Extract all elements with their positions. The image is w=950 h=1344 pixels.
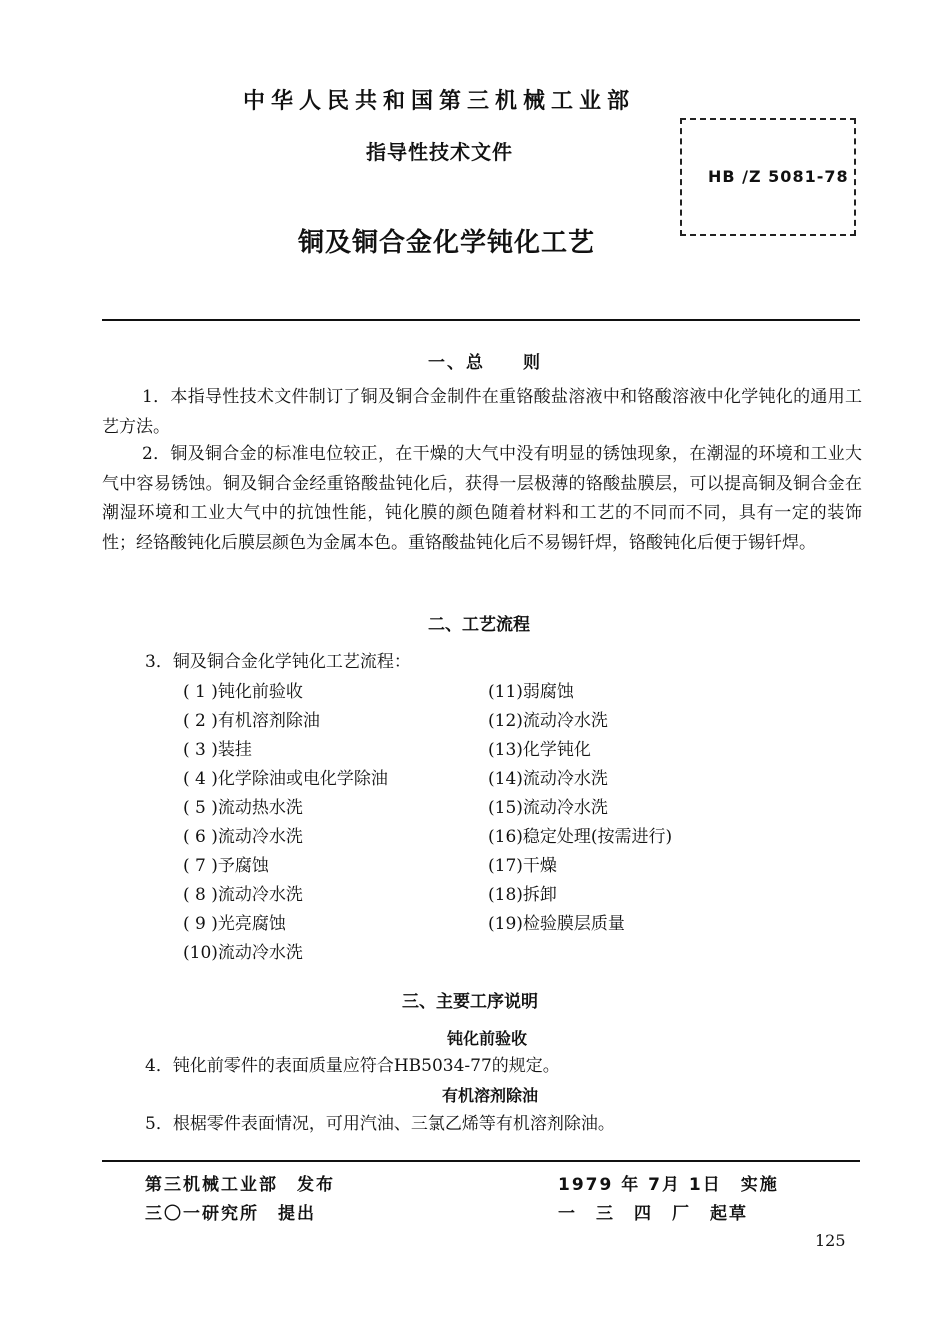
section-heading-process: 二、工艺流程	[428, 615, 530, 635]
process-step: ( 8 )流动冷水洗	[183, 885, 303, 905]
process-step: ( 2 )有机溶剂除油	[183, 711, 320, 731]
process-step: (12)流动冷水洗	[488, 711, 608, 731]
process-step: ( 7 )予腐蚀	[183, 856, 269, 876]
paragraph-3: 3．铜及铜合金化学钝化工艺流程：	[145, 652, 411, 672]
ministry-name: 中华人民共和国第三机械工业部	[243, 89, 636, 114]
page-number: 125	[815, 1231, 846, 1250]
subheading-pre-inspection: 钝化前验收	[447, 1029, 528, 1048]
paragraph-2: 2．铜及铜合金的标准电位较正，在干燥的大气中没有明显的锈蚀现象，在潮湿的环境和工业大气中容易锈蚀。铜及铜合金经重铬酸盐钝化后，获得一层极薄的铬酸盐膜层，可以提高铜及铜合金在潮湿环境和工业大气中的抗蚀性能，钝化膜的颜色随着材料和工艺的不同而不同，具有一定的装饰性；经铬酸钝化后膜层颜色为金属本色。重铬酸盐钝化后不易锡钎焊，铬酸钝化后便于锡钎焊。	[102, 444, 862, 553]
issuer-line: 第三机械工业部 发布	[145, 1175, 335, 1195]
header-divider	[102, 319, 860, 321]
process-step: (15)流动冷水洗	[488, 798, 608, 818]
paragraph-1: 1．本指导性技术文件制订了铜及铜合金制件在重铬酸盐溶液中和铬酸溶液中化学钝化的通用工艺方法。	[102, 387, 862, 437]
document-type: 指导性技术文件	[366, 140, 513, 164]
paragraph-5: 5．根椐零件表面情况，可用汽油、三氯乙烯等有机溶剂除油。	[145, 1114, 615, 1134]
process-step: ( 4 )化学除油或电化学除油	[183, 769, 388, 789]
section-heading-general: 一、总 则	[428, 353, 542, 373]
process-step: (17)干燥	[488, 856, 557, 876]
proposer-line: 三〇一研究所 提出	[145, 1204, 316, 1224]
process-step: (18)拆卸	[488, 885, 557, 905]
process-step: ( 9 )光亮腐蚀	[183, 914, 286, 934]
process-step: ( 5 )流动热水洗	[183, 798, 303, 818]
process-step: (13)化学钝化	[488, 740, 591, 760]
process-step: (10)流动冷水洗	[183, 943, 303, 963]
paragraph-4: 4．钝化前零件的表面质量应符合HB5034-77的规定。	[145, 1056, 560, 1076]
effective-date-line: 1979 年 7月 1日 实施	[558, 1175, 779, 1195]
process-step: ( 1 )钝化前验收	[183, 682, 303, 702]
footer-divider	[102, 1160, 860, 1162]
process-step: (14)流动冷水洗	[488, 769, 608, 789]
section-heading-procedures: 三、主要工序说明	[402, 992, 538, 1012]
process-step: ( 6 )流动冷水洗	[183, 827, 303, 847]
document-title: 铜及铜合金化学钝化工艺	[298, 228, 596, 258]
process-step: ( 3 )装挂	[183, 740, 252, 760]
drafter-line: 一 三 四 厂 起草	[558, 1204, 748, 1224]
process-step: (19)检验膜层质量	[488, 914, 625, 934]
subheading-solvent-degreasing: 有机溶剂除油	[442, 1086, 539, 1105]
process-step: (16)稳定处理(按需进行)	[488, 827, 673, 847]
standard-code: HB /Z 5081-78	[708, 167, 849, 186]
process-step: (11)弱腐蚀	[488, 682, 574, 702]
